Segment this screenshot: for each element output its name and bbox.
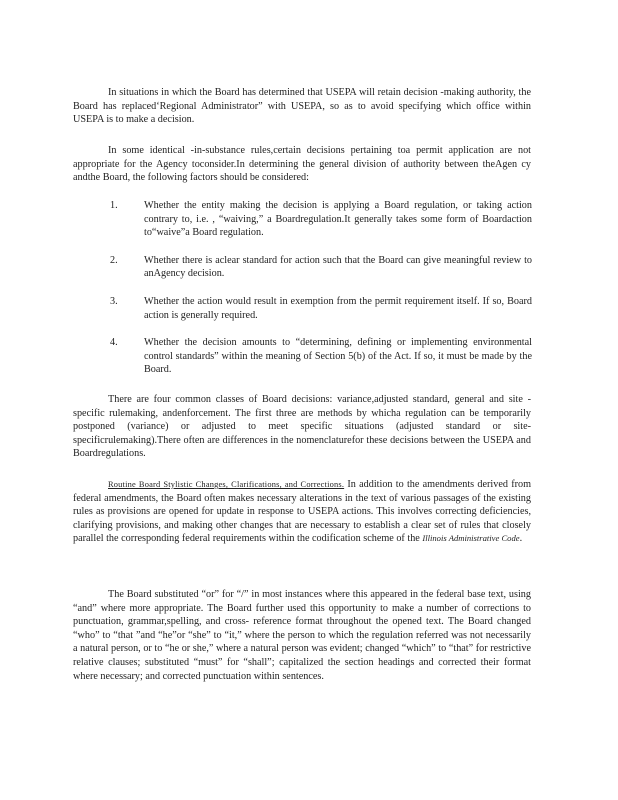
list-item-text: Whether there is aclear standard for action such that the Board can give meaningful review to anAgency decision. [144, 254, 532, 280]
paragraph-substitutions [73, 588, 531, 683]
list-item-number: 2. [110, 254, 118, 266]
list-item [110, 336, 532, 377]
list-item-text: Whether the decision amounts to “determining, defining or implementing environmental control standards” within the meaning of Section 5(b) of the Act. If so, it must be made by the Board. [144, 337, 532, 376]
paragraph-text: There are four common classes of Board decisions: variance,adjusted standard, general and site -specific rulemaking, andenforcement. The first three are methods by whicha regulation can be temporarily postponed (variance) or adjusted to meet specific situations (adjusted standard or site- specificrulemaking).There often are differences in the nomenclaturefor these decisions between the USEPA and Boardregulations. [73, 394, 531, 460]
section-heading: Routine Board Stylistic Changes, Clarifications, and Corrections. [108, 480, 345, 489]
list-item-text: Whether the action would result in exemption from the permit requirement itself. If so, Board action is generally required. [144, 295, 532, 321]
list-item [110, 199, 532, 240]
factors-list [110, 199, 532, 391]
paragraph-text: In addition to the amendments derived from federal amendments, the Board often makes necessary alterations in the text of various passages of the existing rules as provisions are opened for update in response to USEPA actions. This involves correcting deficiencies, clarifying provisions, and making other changes that are necessary to establish a clear set of rules that closely parallel the corresponding federal requirements within the codification scheme of the [73, 479, 531, 545]
paragraph-agency-decisions [73, 144, 531, 185]
paragraph-usepa-authority [73, 86, 531, 127]
paragraph-routine-changes [73, 478, 531, 546]
list-item-number: 3. [110, 295, 118, 307]
list-item-text: Whether the entity making the decision is applying a Board regulation, or taking action contrary to, i.e. , “waiving,” a Boardregulation.It generally takes some form of Boardaction to“waive”a Board regulation. [144, 200, 532, 239]
list-item-number: 4. [110, 337, 118, 349]
paragraph-text: The Board substituted “or” for “/” in most instances where this appeared in the federal base text, using “and” where more appropriate. The Board further used this opportunity to make a number of corrections to punctuation, grammar,spelling, and cross- reference format throughout the opened text. The Board changed “who” to “that ”and “he”or “she” to “it,” where the person to which the regulation referred was not necessarily a natural person, or to “he or she,” where a natural person was evident; changed “which” to “that” for restrictive relative clauses; substituted “must” for “shall”; capitalized the section headings and corrected their format where necessary; and corrected punctuation within sentences. [73, 589, 531, 682]
paragraph-board-decisions [73, 393, 531, 461]
paragraph-end: . [519, 533, 523, 545]
list-item [110, 254, 532, 281]
list-item-number: 1. [110, 200, 118, 211]
list-item [110, 295, 532, 322]
paragraph-text: In situations in which the Board has determined that USEPA will retain decision -making authority, the Board has replaced‘Regional Administrator” with USEPA, so as to avoid specifying which office within USEPA is to make a decision. [73, 87, 531, 126]
paragraph-text: In some identical -in-substance rules,certain decisions pertaining toa permit application are not appropriate for the Agency toconsider.In determining the general division of authority between theAgen cy andthe Board, the following factors should be considered: [73, 145, 531, 184]
citation: Illinois Administrative Code [422, 533, 520, 544]
